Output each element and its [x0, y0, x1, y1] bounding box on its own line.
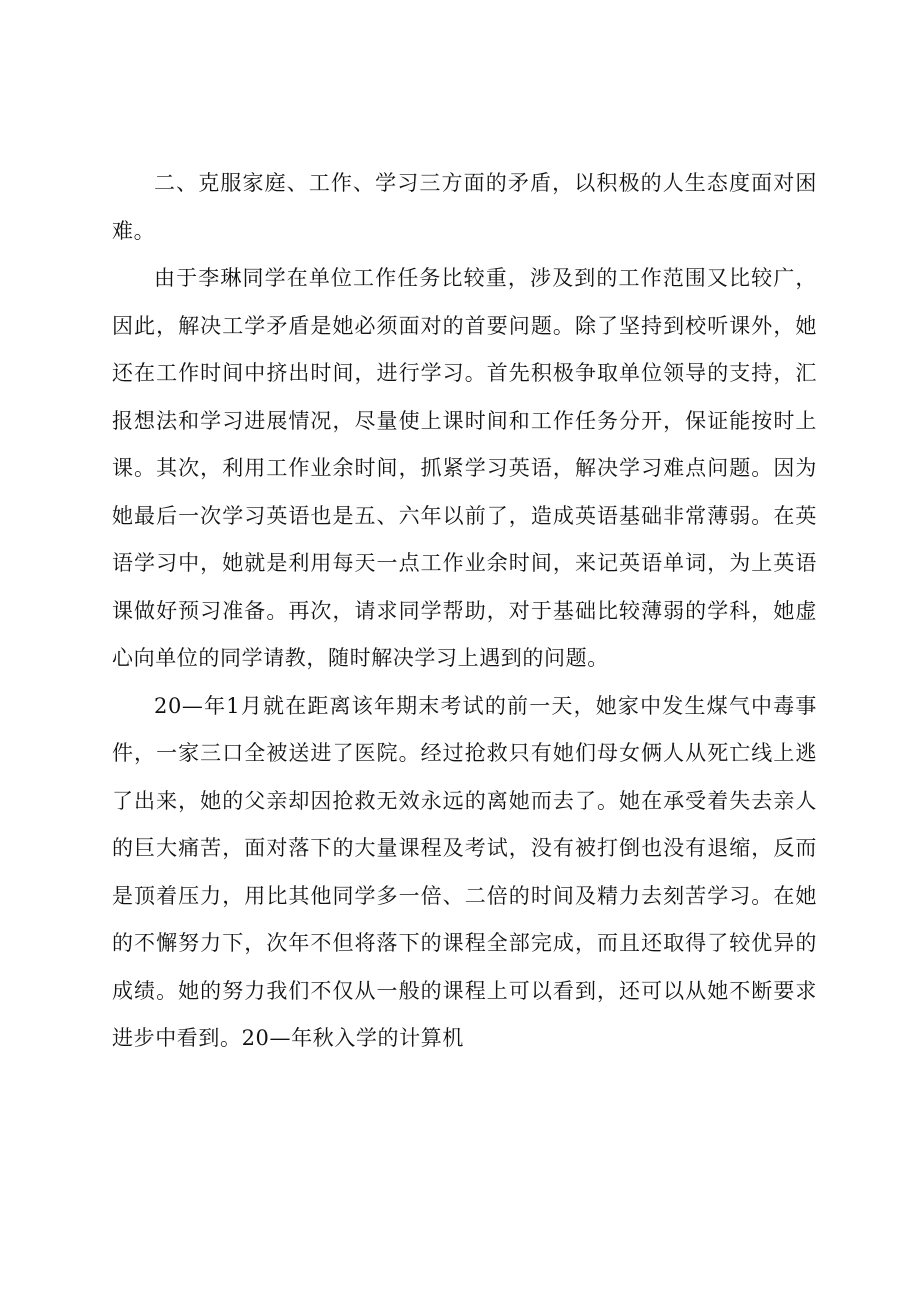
body-paragraph-family-event: 20—年1月就在距离该年期末考试的前一天，她家中发生煤气中毒事件，一家三口全被送进了医院。经过抢救只有她们母女俩人从死亡线上逃了出来，她的父亲却因抢救无效永远的离她而去了。她在承受着失去亲人的巨大痛苦，面对落下的大量课程及考试，没有被打倒也没有退缩，反而是顶着压力，用比其他同学多一倍、二倍的时间及精力去刻苦学习。在她的不懈努力下，次年不但将落下的课程全部完成，而且还取得了较优异的成绩。她的努力我们不仅从一般的课程上可以看到，还可以从她不断要求进步中看到。20—年秋入学的计算机: [112, 693, 817, 1050]
document-body: [112, 160, 817, 1063]
body-paragraph-work-study: 由于李琳同学在单位工作任务比较重，涉及到的工作范围又比较广，因此，解决工学矛盾是她必须面对的首要问题。除了坚持到校听课外，她还在工作时间中挤出时间，进行学习。首先积极争取单位领导的支持，汇报想法和学习进展情况，尽量使上课时间和工作任务分开，保证能按时上课。其次，利用工作业余时间，抓紧学习英语，解决学习难点问题。因为她最后一次学习英语也是五、六年以前了，造成英语基础非常薄弱。在英语学习中，她就是利用每天一点工作业余时间，来记英语单词，为上英语课做好预习准备。再次，请求同学帮助，对于基础比较薄弱的学科，她虚心向单位的同学请教，随时解决学习上遇到的问题。: [112, 266, 817, 670]
section-heading-paragraph: 二、克服家庭、工作、学习三方面的矛盾，以积极的人生态度面对困难。: [112, 171, 817, 243]
